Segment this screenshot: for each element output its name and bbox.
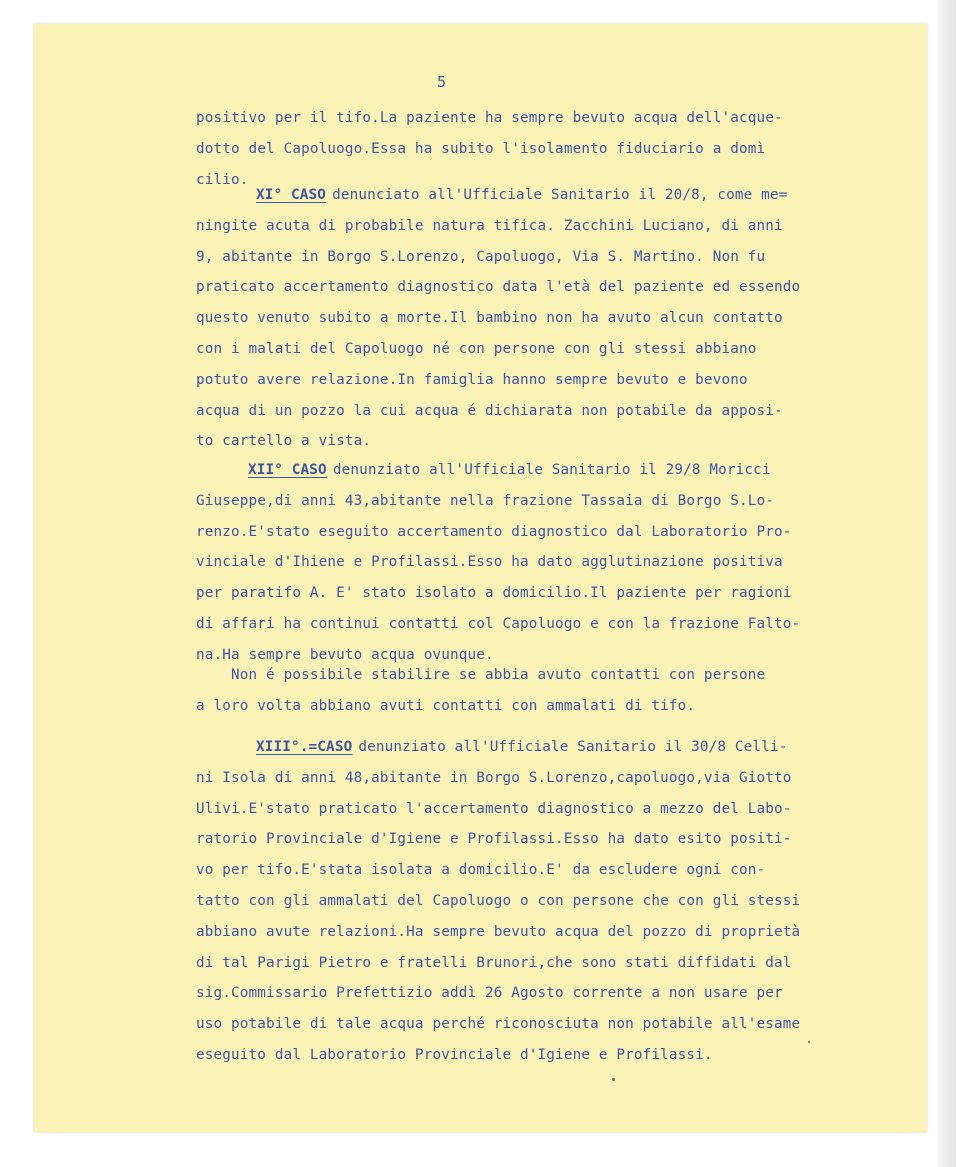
scan-edge: [938, 0, 956, 1167]
paragraph-case-xii: [196, 455, 916, 671]
text-line: dotto del Capoluogo.Essa ha subito l'isolamento fiduciario a domì: [196, 140, 766, 157]
text-line: con i malati del Capoluogo né con persone con gli stessi abbiano: [196, 340, 757, 357]
text-line: [196, 455, 916, 486]
text-line: a loro volta abbiano avuti contatti con ammalati di tifo.: [196, 697, 696, 714]
page-number: 5: [437, 73, 447, 91]
text-line: Giuseppe,di anni 43,abitante nella frazione Tassaia di Borgo S.Lo-: [196, 492, 774, 509]
text-line: per paratifo A. E' stato isolato a domicilio.Il paziente per ragioni: [196, 585, 792, 602]
text-line: praticato accertamento diagnostico data l'età del paziente ed essendo: [196, 279, 801, 296]
text-line: Ulivi.E'stato praticato l'accertamento diagnostico a mezzo del Labo-: [196, 800, 792, 817]
text-line: Non é possibile stabilire se abbia avuto contatti con persone: [196, 667, 766, 683]
case-heading-xii: XII° CASO: [248, 462, 327, 478]
case-heading-xi: XI° CASO: [256, 187, 327, 203]
paragraph-case-xiii: [196, 732, 916, 1071]
text-line: cilio.: [196, 171, 249, 188]
text-line: na.Ha sempre bevuto acqua ovunque.: [196, 646, 494, 663]
text-line: positivo per il tifo.La paziente ha sempre bevuto acqua dell'acque-: [196, 110, 783, 126]
paragraph-case-xi: [196, 180, 916, 457]
paragraph-note: [196, 660, 916, 722]
text-line: sig.Commissario Prefettizio addì 26 Agosto corrente a non usare per: [196, 985, 783, 1002]
text-line-rest: denunziato all'Ufficiale Sanitario il 29/8 Moricci: [332, 462, 771, 478]
ink-speck: [612, 1078, 615, 1081]
text-line: ni Isola di anni 48,abitante in Borgo S.Lorenzo,capoluogo,via Giotto: [196, 769, 792, 786]
text-line: ningite acuta di probabile natura tifica. Zacchini Luciano, di anni: [196, 217, 783, 234]
text-line: tatto con gli ammalati del Capoluogo o con persone che con gli stessi: [196, 892, 801, 909]
text-line-rest: denunziato all'Ufficiale Sanitario il 30/8 Celli-: [358, 739, 788, 755]
text-line: 9, abitante in Borgo S.Lorenzo, Capoluogo, Via S. Martino. Non fu: [196, 248, 766, 265]
ink-speck: [808, 1041, 810, 1043]
text-line: di tal Parigi Pietro e fratelli Brunori,che sono stati diffidati dal: [196, 954, 792, 971]
text-line: di affari ha continui contatti col Capoluogo e con la frazione Falto-: [196, 615, 801, 632]
text-line: to cartello a vista.: [196, 433, 372, 450]
text-line-rest: denunciato all'Ufficiale Sanitario il 20/8, come me=: [332, 187, 788, 203]
text-line: eseguito dal Laboratorio Provinciale d'Igiene e Profilassi.: [196, 1046, 713, 1063]
text-line: acqua di un pozzo la cui acqua é dichiarata non potabile da apposi-: [196, 402, 783, 419]
text-line: renzo.E'stato eseguito accertamento diagnostico dal Laboratorio Pro-: [196, 523, 792, 540]
text-line: potuto avere relazione.In famiglia hanno sempre bevuto e bevono: [196, 371, 748, 388]
text-line: [196, 180, 916, 211]
text-line: ratorio Provinciale d'Igiene e Profilassi.Esso ha dato esito positi-: [196, 831, 792, 848]
text-line: [196, 732, 916, 763]
case-heading-xiii: XIII°.=CASO: [256, 739, 353, 755]
text-line: vinciale d'Ihiene e Profilassi.Esso ha dato agglutinazione positiva: [196, 554, 783, 571]
text-line: abbiano avute relazioni.Ha sempre bevuto acqua del pozzo di proprietà: [196, 923, 801, 940]
text-line: vo per tifo.E'stata isolata a domicilio.E' da escludere ogni con-: [196, 862, 766, 879]
text-line: uso potabile di tale acqua perché riconosciuta non potabile all'esame: [196, 1016, 801, 1033]
text-line: questo venuto subito a morte.Il bambino non ha avuto alcun contatto: [196, 310, 783, 327]
